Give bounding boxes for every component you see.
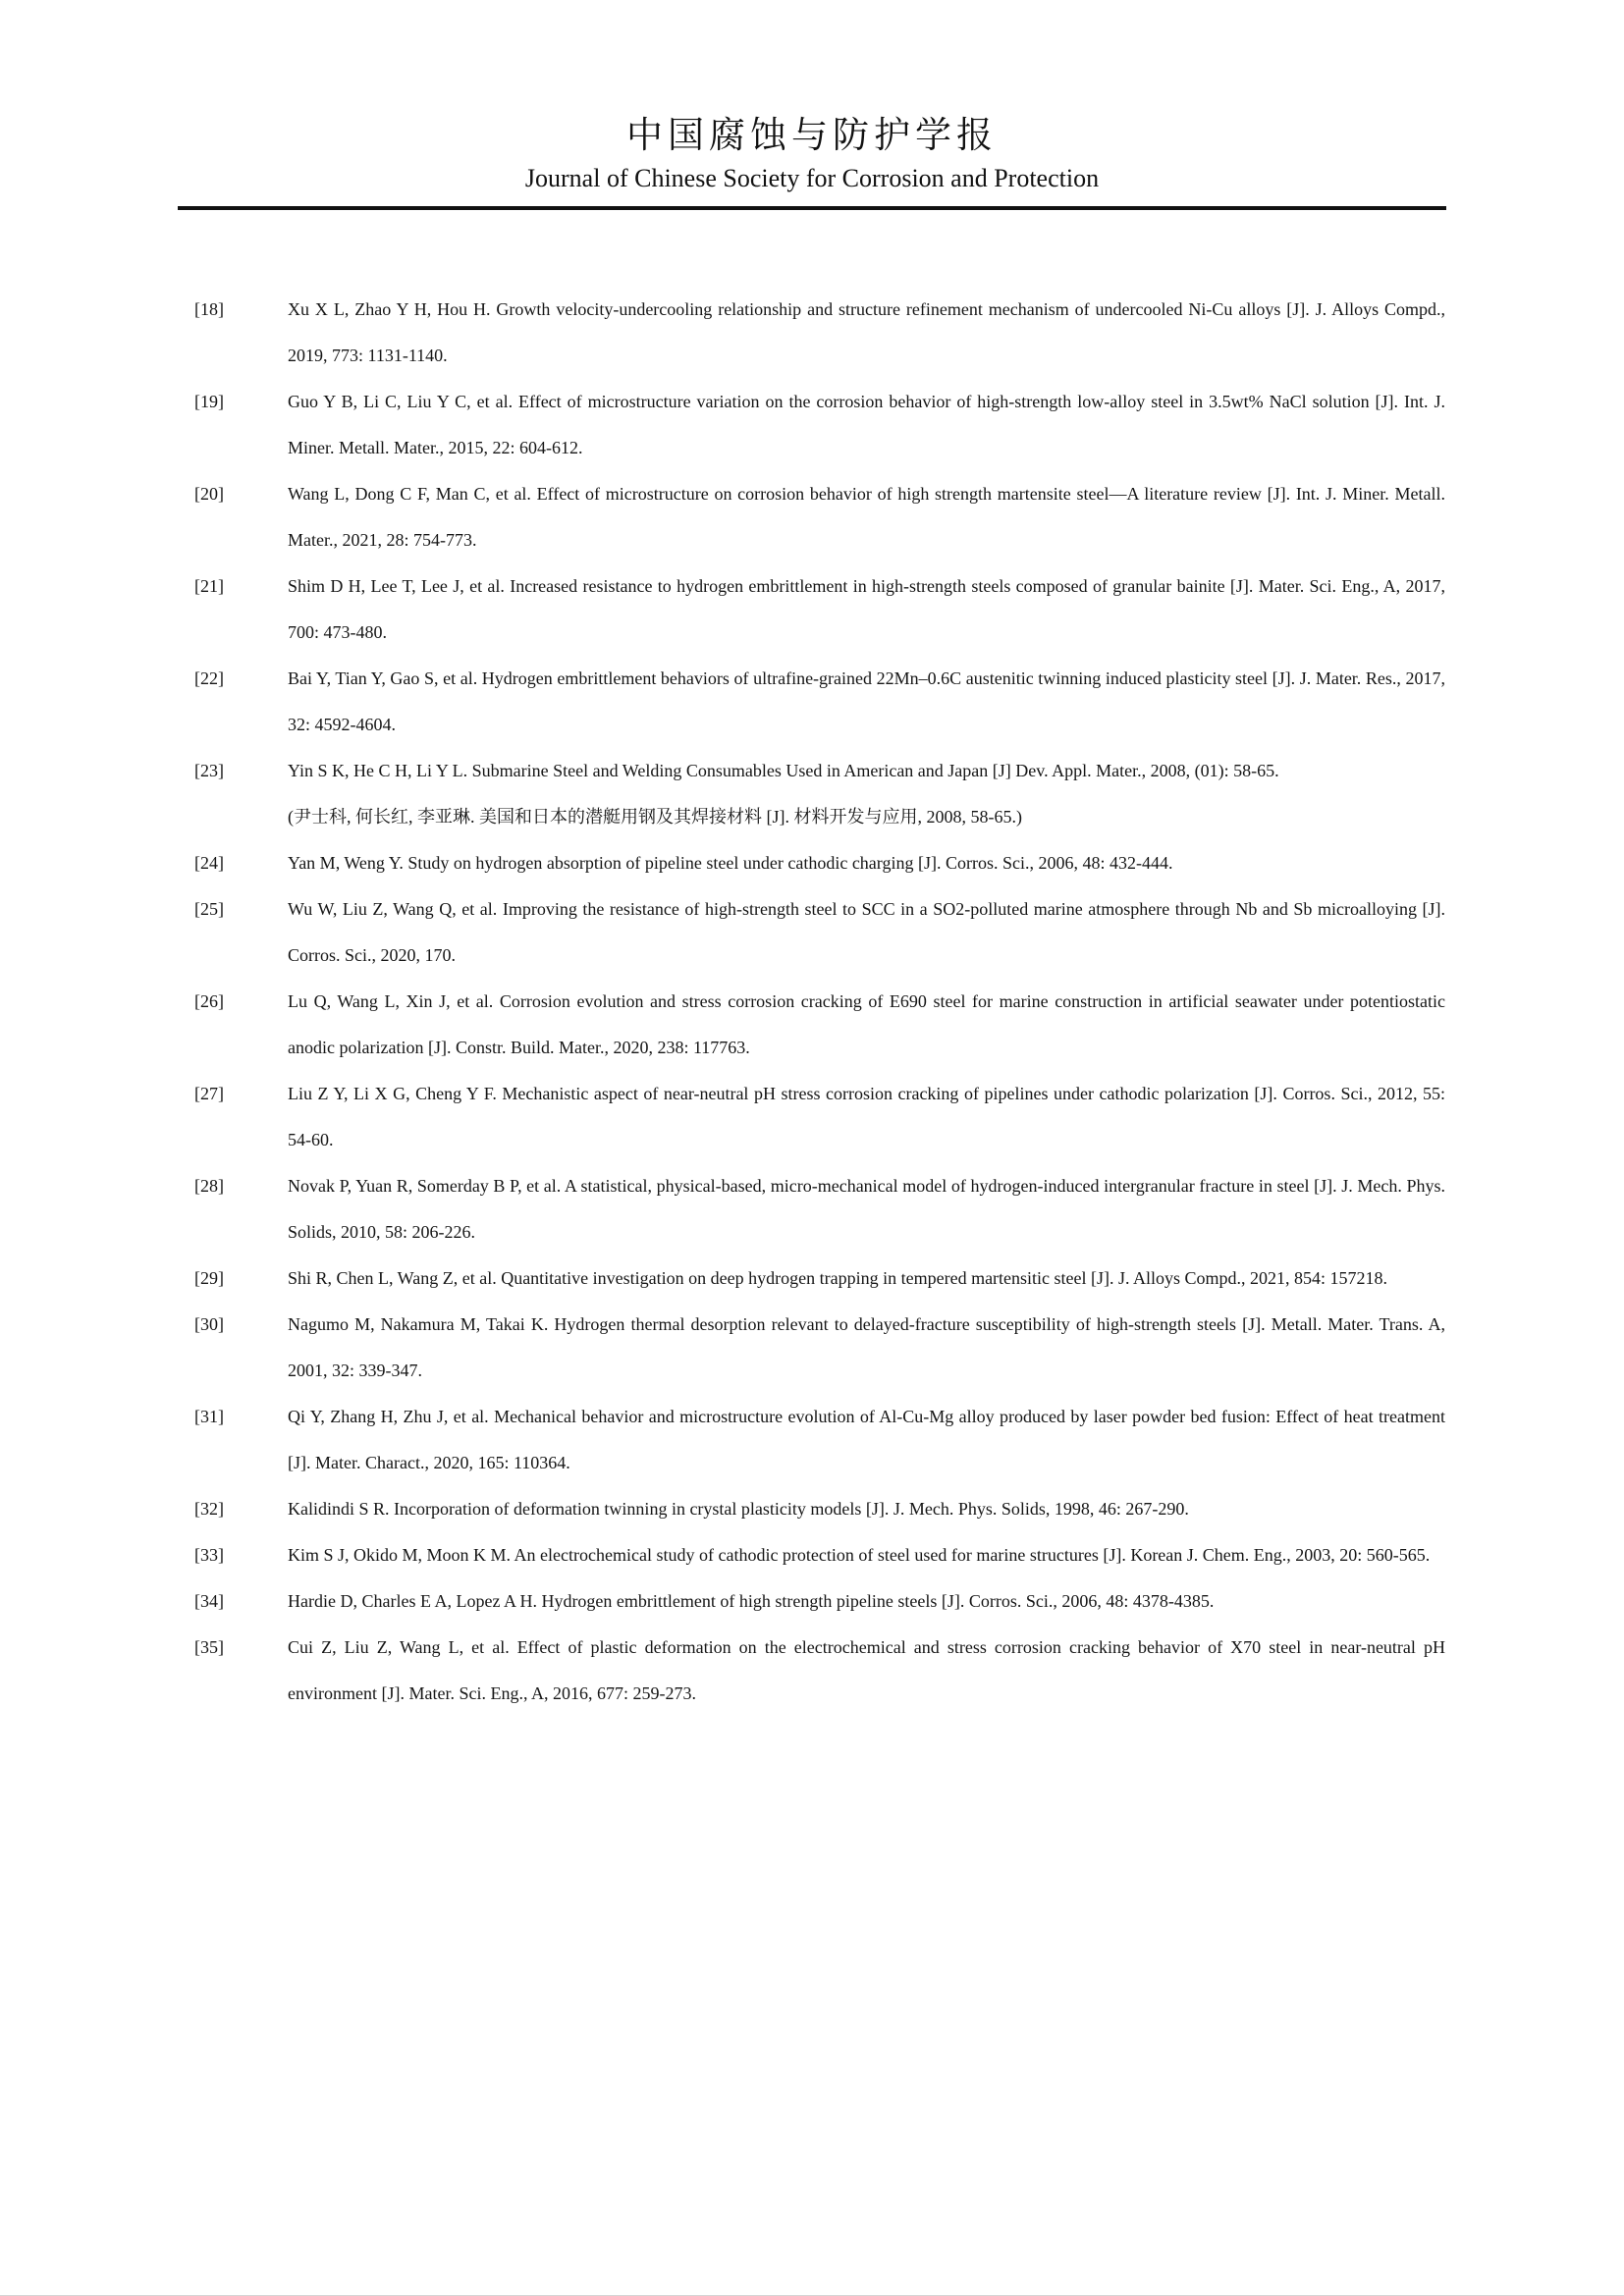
reference-number: [25] bbox=[194, 899, 224, 919]
reference-item bbox=[194, 1394, 1445, 1486]
reference-number: [24] bbox=[194, 853, 224, 873]
reference-text: Hardie D, Charles E A, Lopez A H. Hydrogen embrittlement of high strength pipeline steels [J]. Corros. Sci., 2006, 48: 4378-4385. bbox=[288, 1591, 1215, 1611]
reference-number: [30] bbox=[194, 1314, 224, 1334]
reference-item bbox=[194, 1255, 1445, 1302]
reference-item bbox=[194, 1486, 1445, 1532]
reference-text: Novak P, Yuan R, Somerday B P, et al. A statistical, physical-based, micro-mechanical model of hydrogen-induced intergranular fracture in steel [J]. J. Mech. Phys. Solids, 2010, 58: 206-226. bbox=[288, 1176, 1445, 1242]
reference-number: [22] bbox=[194, 668, 224, 688]
reference-text: Qi Y, Zhang H, Zhu J, et al. Mechanical behavior and microstructure evolution of Al-Cu-Mg alloy produced by laser powder bed fusion: Effect of heat treatment [J]. Mater. Charact., 2020, 165: 110364. bbox=[288, 1407, 1445, 1472]
reference-item bbox=[194, 886, 1445, 979]
reference-text: Kim S J, Okido M, Moon K M. An electrochemical study of cathodic protection of steel used for marine structures [J]. Korean J. Chem. Eng., 2003, 20: 560-565. bbox=[288, 1545, 1431, 1565]
reference-text: Wang L, Dong C F, Man C, et al. Effect of microstructure on corrosion behavior of high strength martensite steel—A literature review [J]. Int. J. Miner. Metall. Mater., 2021, 28: 754-773. bbox=[288, 484, 1445, 550]
reference-text: Bai Y, Tian Y, Gao S, et al. Hydrogen embrittlement behaviors of ultrafine-grained 22Mn–0.6C austenitic twinning induced plasticity steel [J]. J. Mater. Res., 2017, 32: 4592-4604. bbox=[288, 668, 1445, 734]
journal-title-english: Journal of Chinese Society for Corrosion and Protection bbox=[524, 164, 1100, 192]
reference-number: [35] bbox=[194, 1637, 224, 1657]
reference-item bbox=[194, 1071, 1445, 1163]
reference-item bbox=[194, 748, 1445, 840]
reference-text: Cui Z, Liu Z, Wang L, et al. Effect of plastic deformation on the electrochemical and stress corrosion cracking behavior of X70 steel in near-neutral pH environment [J]. Mater. Sci. Eng., A, 2016, 677: 259-273. bbox=[288, 1637, 1445, 1703]
reference-text: Kalidindi S R. Incorporation of deformation twinning in crystal plasticity models [J]. J. Mech. Phys. Solids, 1998, 46: 267-290. bbox=[288, 1499, 1189, 1519]
reference-number: [26] bbox=[194, 991, 224, 1011]
reference-item bbox=[194, 1302, 1445, 1394]
references-list bbox=[194, 287, 1445, 1717]
reference-number: [34] bbox=[194, 1591, 224, 1611]
reference-text: Lu Q, Wang L, Xin J, et al. Corrosion evolution and stress corrosion cracking of E690 steel for marine construction in artificial seawater under potentiostatic anodic polarization [J]. Constr. Build. Mater., 2020, 238: 117763. bbox=[288, 991, 1445, 1057]
reference-number: [23] bbox=[194, 761, 224, 780]
reference-number: [19] bbox=[194, 392, 224, 411]
reference-number: [29] bbox=[194, 1268, 224, 1288]
reference-text: Shi R, Chen L, Wang Z, et al. Quantitative investigation on deep hydrogen trapping in tempered martensitic steel [J]. J. Alloys Compd., 2021, 854: 157218. bbox=[288, 1268, 1388, 1288]
reference-number: [20] bbox=[194, 484, 224, 504]
reference-item bbox=[194, 979, 1445, 1071]
reference-text: Xu X L, Zhao Y H, Hou H. Growth velocity-undercooling relationship and structure refinement mechanism of undercooled Ni-Cu alloys [J]. J. Alloys Compd., 2019, 773: 1131-1140. bbox=[288, 299, 1445, 365]
reference-item bbox=[194, 471, 1445, 563]
reference-text: Guo Y B, Li C, Liu Y C, et al. Effect of microstructure variation on the corrosion behavior of high-strength low-alloy steel in 3.5wt% NaCl solution [J]. Int. J. Miner. Metall. Mater., 2015, 22: 604-612. bbox=[288, 392, 1445, 457]
reference-number: [27] bbox=[194, 1084, 224, 1103]
reference-text: Yin S K, He C H, Li Y L. Submarine Steel and Welding Consumables Used in American and Japan [J] Dev. Appl. Mater., 2008, (01): 58-65. bbox=[288, 761, 1279, 780]
reference-text: Shim D H, Lee T, Lee J, et al. Increased resistance to hydrogen embrittlement in high-strength steels composed of granular bainite [J]. Mater. Sci. Eng., A, 2017, 700: 473-480. bbox=[288, 576, 1445, 642]
reference-item bbox=[194, 379, 1445, 471]
reference-item bbox=[194, 1578, 1445, 1625]
reference-item bbox=[194, 840, 1445, 886]
reference-item bbox=[194, 287, 1445, 379]
reference-translation: (尹士科, 何长红, 李亚琳. 美国和日本的潜艇用钢及其焊接材料 [J]. 材料开发与应用, 2008, 58-65.) bbox=[288, 807, 1022, 827]
reference-number: [32] bbox=[194, 1499, 224, 1519]
reference-item bbox=[194, 1532, 1445, 1578]
reference-number: [33] bbox=[194, 1545, 224, 1565]
reference-item bbox=[194, 1163, 1445, 1255]
journal-title-chinese: 中国腐蚀与防护学报 bbox=[626, 116, 998, 156]
reference-number: [31] bbox=[194, 1407, 224, 1426]
journal-header bbox=[0, 0, 1624, 210]
reference-number: [28] bbox=[194, 1176, 224, 1196]
reference-text: Nagumo M, Nakamura M, Takai K. Hydrogen thermal desorption relevant to delayed-fracture susceptibility of high-strength steels [J]. Metall. Mater. Trans. A, 2001, 32: 339-347. bbox=[288, 1314, 1445, 1380]
reference-number: [21] bbox=[194, 576, 224, 596]
header-divider-rule bbox=[178, 206, 1446, 210]
reference-item bbox=[194, 1625, 1445, 1717]
reference-text: Liu Z Y, Li X G, Cheng Y F. Mechanistic aspect of near-neutral pH stress corrosion cracking of pipelines under cathodic polarization [J]. Corros. Sci., 2012, 55: 54-60. bbox=[288, 1084, 1445, 1149]
reference-text: Wu W, Liu Z, Wang Q, et al. Improving the resistance of high-strength steel to SCC in a SO2-polluted marine atmosphere through Nb and Sb microalloying [J]. Corros. Sci., 2020, 170. bbox=[288, 899, 1445, 965]
reference-number: [18] bbox=[194, 299, 224, 319]
reference-text: Yan M, Weng Y. Study on hydrogen absorption of pipeline steel under cathodic charging [J]. Corros. Sci., 2006, 48: 432-444. bbox=[288, 853, 1173, 873]
reference-item bbox=[194, 656, 1445, 748]
reference-item bbox=[194, 563, 1445, 656]
